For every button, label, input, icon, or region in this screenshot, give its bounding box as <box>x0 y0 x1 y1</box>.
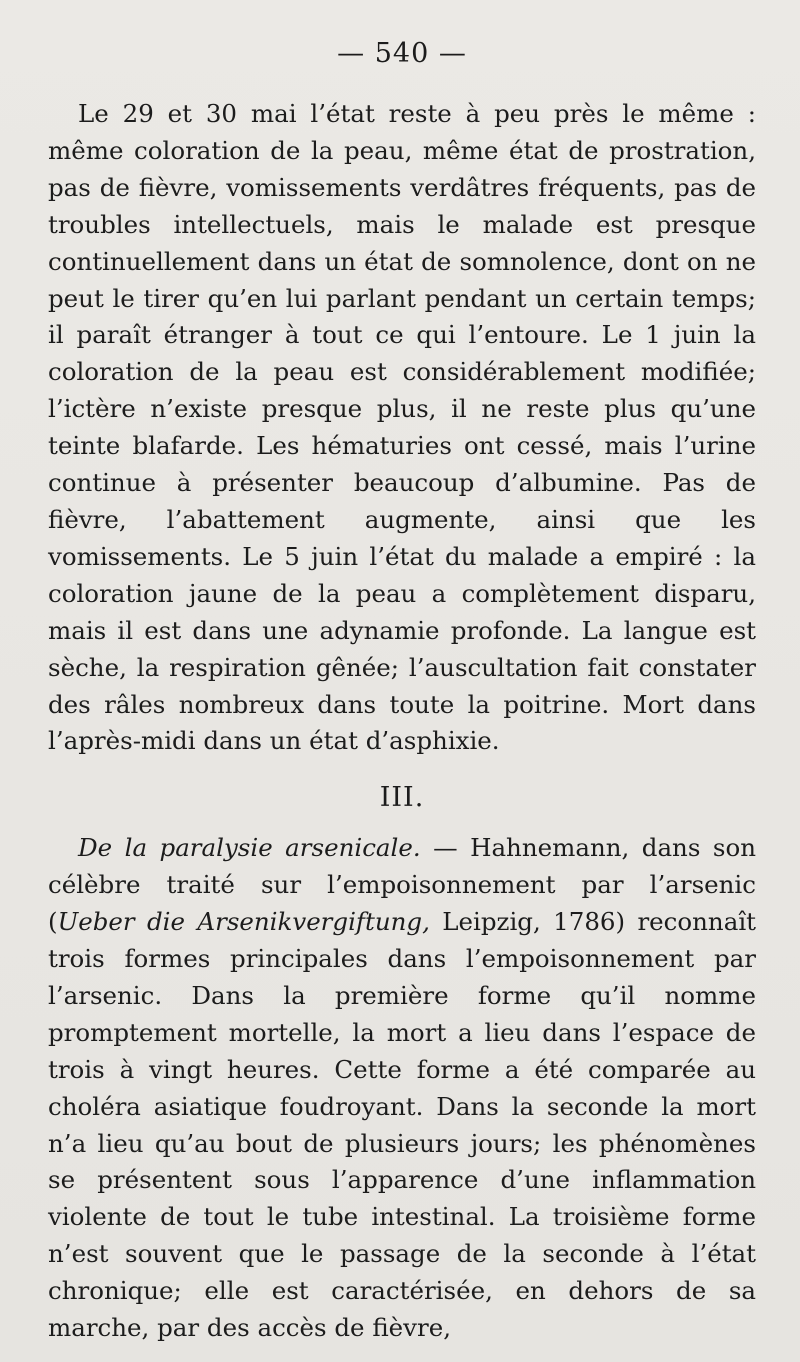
case-report-paragraph: Le 29 et 30 mai l’état reste à peu près le même : même coloration de la peau, même état de prostration, pas de fièvre, vomissements verdâtres fréquents, pas de troubles intellectuels, mais le malade est presque continuellement dans un état de somnolence, dont on ne peut le tirer qu’en lui parlant pendant un certain temps; il paraît étranger à tout ce qui l’entoure. Le 1 juin la coloration de la peau est considérablement modifiée; l’ictère n’existe presque plus, il ne reste plus qu’une teinte blafarde. Les hématuries ont cessé, mais l’urine continue à présenter beaucoup d’albumine. Pas de fièvre, l’abattement augmente, ainsi que les vomissements. Le 5 juin l’état du malade a empiré : la coloration jaune de la peau a complètement disparu, mais il est dans une adynamie profonde. La langue est sèche, la respiration gênée; l’auscultation fait constater des râles nombreux dans toute la poitrine. Mort dans l’après-midi dans un état d’asphixie. <box>48 99 756 756</box>
section-text-b: Leipzig, 1786) reconnaît trois formes principales dans l’empoisonnement par l’arsenic. Dans la première forme qu’il nomme promptement mortelle, la mort a lieu dans l’espace de trois à vingt heures. Cette forme a été comparée au choléra asiatique foudroyant. Dans la seconde la mort n’a lieu qu’au bout de plusieurs jours; les phénomènes se présentent sous l’apparence d’une inflammation violente de tout le tube intestinal. La troisième forme n’est souvent que le passage de la seconde à l’état chronique; elle est caractérisée, en dehors de sa marche, par des accès de fièvre, <box>48 907 756 1343</box>
section-title: De la paralysie arsenicale. <box>78 833 421 863</box>
section-paragraph <box>48 830 756 1347</box>
section-text-a: — Hahnemann, dans son célèbre traité sur l’empoisonnement par l’arsenic ( <box>48 833 756 937</box>
page-number: — 540 — <box>337 38 467 69</box>
section-heading: III. <box>379 782 425 814</box>
cited-work-title: Ueber die Arsenikvergiftung, <box>57 907 430 937</box>
